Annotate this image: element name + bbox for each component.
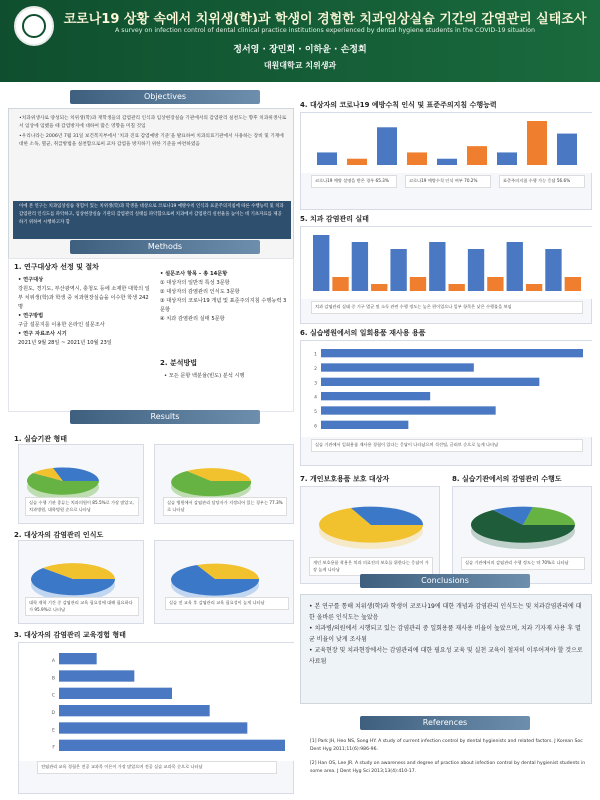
bar xyxy=(321,363,474,371)
chart-r1b xyxy=(154,444,294,524)
bar xyxy=(557,134,577,165)
methods-right-list xyxy=(160,270,290,324)
tick-label: C xyxy=(51,693,55,699)
methods-method-label: • 연구방법 xyxy=(18,313,44,319)
chart-r2b-svg xyxy=(155,541,295,625)
references-panel xyxy=(300,732,592,794)
caption-r8: 실습 기관에서의 감염관리 수행 정도는 약 70%로 나타남 xyxy=(461,557,585,570)
methods-items-title: • 설문조사 항목 – 총 14문항 xyxy=(160,271,228,277)
bar xyxy=(497,152,517,165)
chart-r3-svg xyxy=(19,643,295,761)
tick-label: 2 xyxy=(314,367,317,372)
section-results: Results xyxy=(70,410,260,424)
section-methods: Methods xyxy=(70,240,260,254)
results-r2-title: 2. 대상자의 감염관리 인식도 xyxy=(14,531,104,539)
methods-item-2: ② 대상자의 감염관리 인식도 3문항 xyxy=(160,289,240,295)
objectives-p1: •치과위생사로 양성되는 치위생(학)과 재학생들의 감염관리 인식과 임상현장실습 기관에서의 감염관리 실천도는 향후 치과위생사로서 임상에 임했을 때 감염방지에 대하여 많은 영향을 미칠 것임 xyxy=(19,116,287,129)
tick-label: 6 xyxy=(314,424,317,430)
methods-item-4: ④ 치과 감염관리 실태 5문항 xyxy=(160,316,225,322)
results-r7-title: 7. 개인보호용품 보호 대상자 xyxy=(300,475,390,483)
bar xyxy=(429,242,445,291)
methods-period-label: • 연구 자료조사 시기 xyxy=(18,331,67,337)
methods-left-list xyxy=(18,276,150,348)
bar xyxy=(407,152,427,165)
reference-2: [2] Han OS, Lee JR. A study on awareness and degree of practice about infection control by dental hygienist students in some area. J Dent Hyg Sci 2013;13(4):410-17. xyxy=(310,761,586,774)
bar xyxy=(59,653,97,664)
methods-analysis: • 모든 문항 백분율(빈도) 분석 시행 xyxy=(164,373,245,379)
bar xyxy=(59,670,134,681)
methods-s2-title: 2. 분석방법 xyxy=(160,359,198,367)
bar xyxy=(507,242,523,291)
caption-r4a: 코로나19 예방 설명을 받은 경우 65.3% xyxy=(311,175,397,188)
bar xyxy=(468,249,484,291)
section-references: References xyxy=(360,716,530,730)
bar xyxy=(321,392,430,400)
authors: 정서영 · 장민희 · 이하윤 · 손정희 xyxy=(233,45,367,55)
bar xyxy=(332,277,348,291)
title-english: A survey on infection control of dental clinical practice institutions experienced by dental hygiene students in the COVID-19 situation xyxy=(115,27,535,34)
caption-r2a: 대학 재학 기간 중 감염관리 교육 필요성에 대해 필요하다가 95.9%로 나타남 xyxy=(25,597,139,616)
bar xyxy=(321,421,408,429)
bar xyxy=(59,722,247,733)
caption-r1a: 실습 수행 기관 종류는 치과의원이 85.5%로 가장 많았고, 치과병원, 대학병원 순으로 나타남 xyxy=(25,497,139,516)
bar xyxy=(352,242,368,291)
results-r5-title: 5. 치과 감염관리 실태 xyxy=(300,215,369,223)
bar xyxy=(545,249,561,291)
results-r8-title: 8. 실습기관에서의 감염관리 수행도 xyxy=(452,475,562,483)
title-korean: 코로나19 상황 속에서 치위생(학)과 학생이 경험한 치과임상실습 기간의 감염관리 실태조사 xyxy=(63,12,587,27)
caption-r1b: 실습 병원에서 감염관리 담당자가 지정되어 있는 경우는 77.3%로 나타남 xyxy=(163,497,287,516)
section-objectives: Objectives xyxy=(70,90,260,104)
chart-r5 xyxy=(300,226,592,324)
tick-label: 3 xyxy=(314,381,317,387)
methods-item-1: ① 대상자의 일반적 특성 3문항 xyxy=(160,280,230,286)
objectives-text xyxy=(19,115,287,149)
tick-label: E xyxy=(52,728,55,734)
caption-r4c: 표준주의지침 수행 가능 응답 56.6% xyxy=(499,175,585,188)
chart-r6-svg xyxy=(301,341,593,437)
bar xyxy=(371,284,387,291)
caption-r2b: 실습 전 교육 후 감염관리 교육 필요성이 높게 나타남 xyxy=(165,597,289,610)
methods-subjects-text: 강원도, 경기도, 부산광역시, 충청도 등에 소재한 대학의 일부 치위생(학)과 학생 중 치과현장실습을 이수한 학생 242명 xyxy=(18,286,150,310)
objectives-highlight: 이에 본 연구는 치과임상실습 경험이 있는 치위생(학)과 학생을 대상으로 코로나19 예방수칙 인식과 표준주의지침에 따른 수행능력 및 치과감염관리 인식도를 파악하고, 임상현장실습 기관의 감염관리 실태를 파악함으로써 치과에서 감염관리 실천율을 높이는 데 기초자료를 제공하기 위하여 시행하고자 함 xyxy=(13,201,291,239)
university-logo xyxy=(14,6,54,46)
reference-1: [1] Park JH, Heo NS, Song HY. A study of current infection control by dental hygienists and related factors. J Korean Soc Dent Hyg 2011;11(6):986-96. xyxy=(310,739,583,752)
chart-r7-svg xyxy=(301,487,441,557)
chart-r5-svg xyxy=(301,227,593,299)
objectives-p2: •우리나라는 2006년 7월 31일 보건복지부에서 ‘치과 진료 감염예방 기준’을 발표하여 치과의료기관에서 사용하는 장비 및 기재에 대한 소독, 멸균, 취급방법을 실천함으로써 교차 감염을 방지하기 위한 기준을 마련하였음 xyxy=(19,134,284,147)
section-conclusions: Conclusions xyxy=(360,574,530,588)
tick-label: 1 xyxy=(314,352,317,358)
chart-r3 xyxy=(18,642,294,794)
bar xyxy=(321,378,539,386)
bar xyxy=(347,159,367,165)
caption-r4b: 코로나19 예방수칙 인식 여부 70.2% xyxy=(405,175,491,188)
conclusion-2: • 치과병/의원에서 시행되고 있는 감염관리 중 일회용품 재사용 비율이 높았으며, 치과 기자재 사용 후 멸균 비율이 낮게 조사됨 xyxy=(309,625,581,643)
tick-label: 4 xyxy=(314,395,317,401)
bar xyxy=(437,159,457,165)
chart-r4 xyxy=(300,112,592,210)
caption-r6: 실습 기관에서 일회용품 재사용 경험이 있다는 응답이 나타났으며 석션팁, 글러브 순으로 높게 나타남 xyxy=(311,439,583,452)
caption-r5: 치과 감염관리 실태 중 기구 멸균 및 소독 관련 수행 정도는 높은 편이었으나 일부 항목은 낮은 수행률을 보임 xyxy=(311,301,583,314)
bar xyxy=(317,152,337,165)
tick-label: A xyxy=(51,659,55,665)
bar xyxy=(449,284,465,291)
bar xyxy=(527,121,547,165)
conclusions-text xyxy=(309,601,585,667)
affiliation: 대원대학교 치위생과 xyxy=(263,61,337,70)
results-r6-title: 6. 실습병원에서의 일회용품 재사용 용품 xyxy=(300,329,426,337)
chart-r2a xyxy=(18,540,144,624)
bar xyxy=(321,406,496,414)
tick-label: 5 xyxy=(314,410,317,415)
methods-subjects-label: • 연구대상 xyxy=(18,277,44,283)
chart-r1a xyxy=(18,444,144,524)
bar xyxy=(321,349,583,357)
bar xyxy=(410,277,426,291)
chart-r8 xyxy=(452,486,592,584)
chart-r2b xyxy=(154,540,294,624)
results-r4-title: 4. 대상자의 코로나19 예방수칙 인식 및 표준주의지침 수행능력 xyxy=(300,101,497,109)
conclusion-3: • 교육현장 및 치과현장에서는 감염관리에 대한 필요성 교육 및 실천 교육이 철저히 이루어져야 할 것으로 사료됨 xyxy=(309,647,583,665)
chart-r8-svg xyxy=(453,487,593,557)
chart-r4-svg xyxy=(301,113,593,173)
bar xyxy=(565,277,581,291)
objectives-panel xyxy=(8,108,294,262)
conclusion-1: • 본 연구를 통해 치위생(학)과 학생이 코로나19에 대한 개념과 감염관리 인식도는 및 치과감염관리에 대한 올바른 인식도는 높았음 xyxy=(309,603,582,621)
caption-r7: 개인 보호용품 착용은 치과 의료진의 보호를 위한다는 응답이 가장 높게 나타남 xyxy=(309,557,433,576)
tick-label: D xyxy=(51,711,55,717)
bar xyxy=(59,705,210,716)
tick-label: B xyxy=(51,676,55,682)
bar xyxy=(377,127,397,165)
header xyxy=(0,0,600,82)
bar xyxy=(390,249,406,291)
methods-s1-title: 1. 연구대상자 선정 및 절차 xyxy=(14,263,99,271)
methods-period-text: 2021년 9월 28일 ~ 2021년 10월 23일 xyxy=(18,340,112,346)
results-r3-title: 3. 대상자의 감염관리 교육경험 형태 xyxy=(14,631,126,639)
bar xyxy=(59,688,172,699)
bar xyxy=(526,284,542,291)
tick-label: F xyxy=(52,745,55,751)
results-r1-title: 1. 실습기관 형태 xyxy=(14,435,67,443)
conclusions-panel xyxy=(300,594,592,704)
methods-method-text: 구글 설문지를 이용한 온라인 설문조사 xyxy=(18,322,105,328)
bar xyxy=(467,146,487,165)
bar xyxy=(59,740,285,751)
chart-r6 xyxy=(300,340,592,466)
bar xyxy=(487,277,503,291)
caption-r3: 전염관리 교육 경험은 전공 교과목 이론이 가장 많았으며 전공 실습 교과목 순으로 나타남 xyxy=(37,761,277,774)
bar xyxy=(313,235,329,291)
methods-item-3: ③ 대상자의 코로나19 개념 및 표준주의지침 수행능력 3문항 xyxy=(160,298,287,313)
chart-r7 xyxy=(300,486,440,584)
